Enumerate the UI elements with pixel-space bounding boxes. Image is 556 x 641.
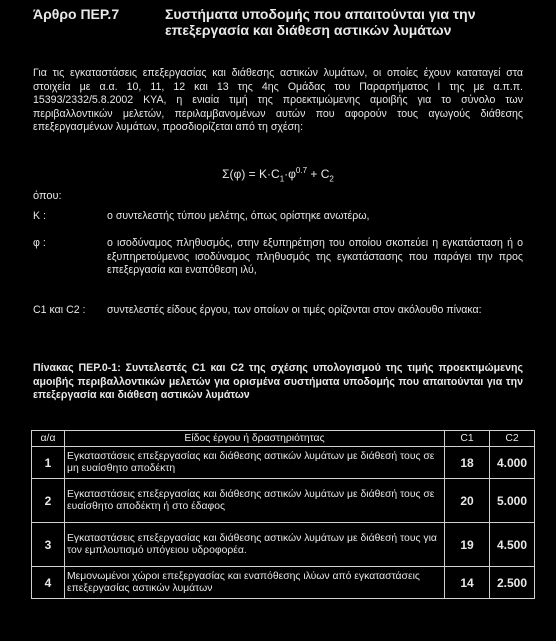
fee-formula <box>0 166 556 183</box>
formula-sub1: 1 <box>279 174 285 184</box>
article-label: Άρθρο ΠΕΡ.7 <box>33 6 120 22</box>
definition-text: ο ισοδύναμος πληθυσμός, στην εξυπηρέτηση του οποίου σκοπεύει η εγκατάσταση ή ο εξυπηρετούμενος ισοδύναμος πληθυσμός της εγκατάστασης που παράγει την προς επεξεργασία και εναπόθεση ιλύ, <box>107 237 523 277</box>
row-desc: Εγκαταστάσεις επεξεργασίας και διάθεσης αστικών λυμάτων με διάθεσή τους για τον εμπλουτισμό υπόγειου υδροφορέα. <box>65 523 445 567</box>
row-c2: 4.500 <box>490 523 535 567</box>
formula-sub2: 2 <box>329 174 334 184</box>
row-num: 3 <box>32 523 65 567</box>
row-c1: 19 <box>445 523 490 567</box>
header-c1: C1 <box>445 431 490 447</box>
table-caption: Πίνακας ΠΕΡ.0-1: Συντελεστές C1 και C2 της σχέσης υπολογισμού της τιμής προεκτιμώμενης αμοιβής περιβαλλοντικών μελετών για ορισμένα συστήματα υποδομής που απαιτούνται για την επεξεργασία και διάθεση αστικών λυμάτων <box>33 362 523 402</box>
definition-symbol: Κ : <box>33 210 46 222</box>
table-row <box>32 523 535 567</box>
coefficients-table <box>31 430 535 599</box>
row-num: 2 <box>32 479 65 523</box>
formula-lhs: Σ(φ) = Κ·C <box>222 167 280 181</box>
row-desc: Μεμονωμένοι χώροι επεξεργασίας και εναπόθεσης ιλύων από εγκαταστάσεις επεξεργασίας αστικών λυμάτων <box>65 567 445 599</box>
row-c1: 18 <box>445 447 490 479</box>
row-c2: 4.000 <box>490 447 535 479</box>
formula-rhs: + C <box>307 167 330 181</box>
row-num: 1 <box>32 447 65 479</box>
intro-paragraph: Για τις εγκαταστάσεις επεξεργασίας και διάθεσης αστικών λυμάτων, οι οποίες έχουν καταταγεί στα στοιχεία με α.α. 10, 11, 12 και 13 της 4ης Ομάδας του Παραρτήματος Ι της με α.π.π. 15393/2332/5.8.2002 ΚΥΑ, η ενιαία τιμή της προεκτιμώμενης αμοιβής για το σύνολο των περιβαλλοντικών μελετών, περιλαμβανομένων αυτών που αφορούν τους αγωγούς διάθεσης επεξεργασμένων λυμάτων, προσδιορίζεται από τη σχέση: <box>33 67 523 134</box>
definition-text: ο συντελεστής τύπου μελέτης, όπως ορίστηκε ανωτέρω, <box>107 210 370 222</box>
definition-symbol: C1 και C2 : <box>33 304 86 316</box>
table-header-row <box>32 431 535 447</box>
formula-mid: ·φ <box>284 167 296 181</box>
header-c2: C2 <box>490 431 535 447</box>
where-label: όπου: <box>33 190 62 202</box>
table-row <box>32 479 535 523</box>
table-row <box>32 447 535 479</box>
row-c1: 14 <box>445 567 490 599</box>
row-c2: 2.500 <box>490 567 535 599</box>
table-row <box>32 567 535 599</box>
definition-symbol: φ : <box>33 237 46 249</box>
formula-exp: 0.7 <box>295 166 308 175</box>
row-c1: 20 <box>445 479 490 523</box>
header-desc: Είδος έργου ή δραστηριότητας <box>65 431 445 447</box>
definition-text: συντελεστές είδους έργου, των οποίων οι τιμές ορίζονται στον ακόλουθο πίνακα: <box>107 304 482 316</box>
header-num: α/α <box>32 431 65 447</box>
row-c2: 5.000 <box>490 479 535 523</box>
row-num: 4 <box>32 567 65 599</box>
row-desc: Εγκαταστάσεις επεξεργασίας και διάθεσης αστικών λυμάτων με διάθεσή τους σε ευαίσθητο αποδέκτη ή στο έδαφος <box>65 479 445 523</box>
article-title: Συστήματα υποδομής που απαιτούνται για την επεξεργασία και διάθεση αστικών λυμάτων <box>165 6 476 38</box>
row-desc: Εγκαταστάσεις επεξεργασίας και διάθεσης αστικών λυμάτων με διάθεσή τους σε μη ευαίσθητο αποδέκτη <box>65 447 445 479</box>
